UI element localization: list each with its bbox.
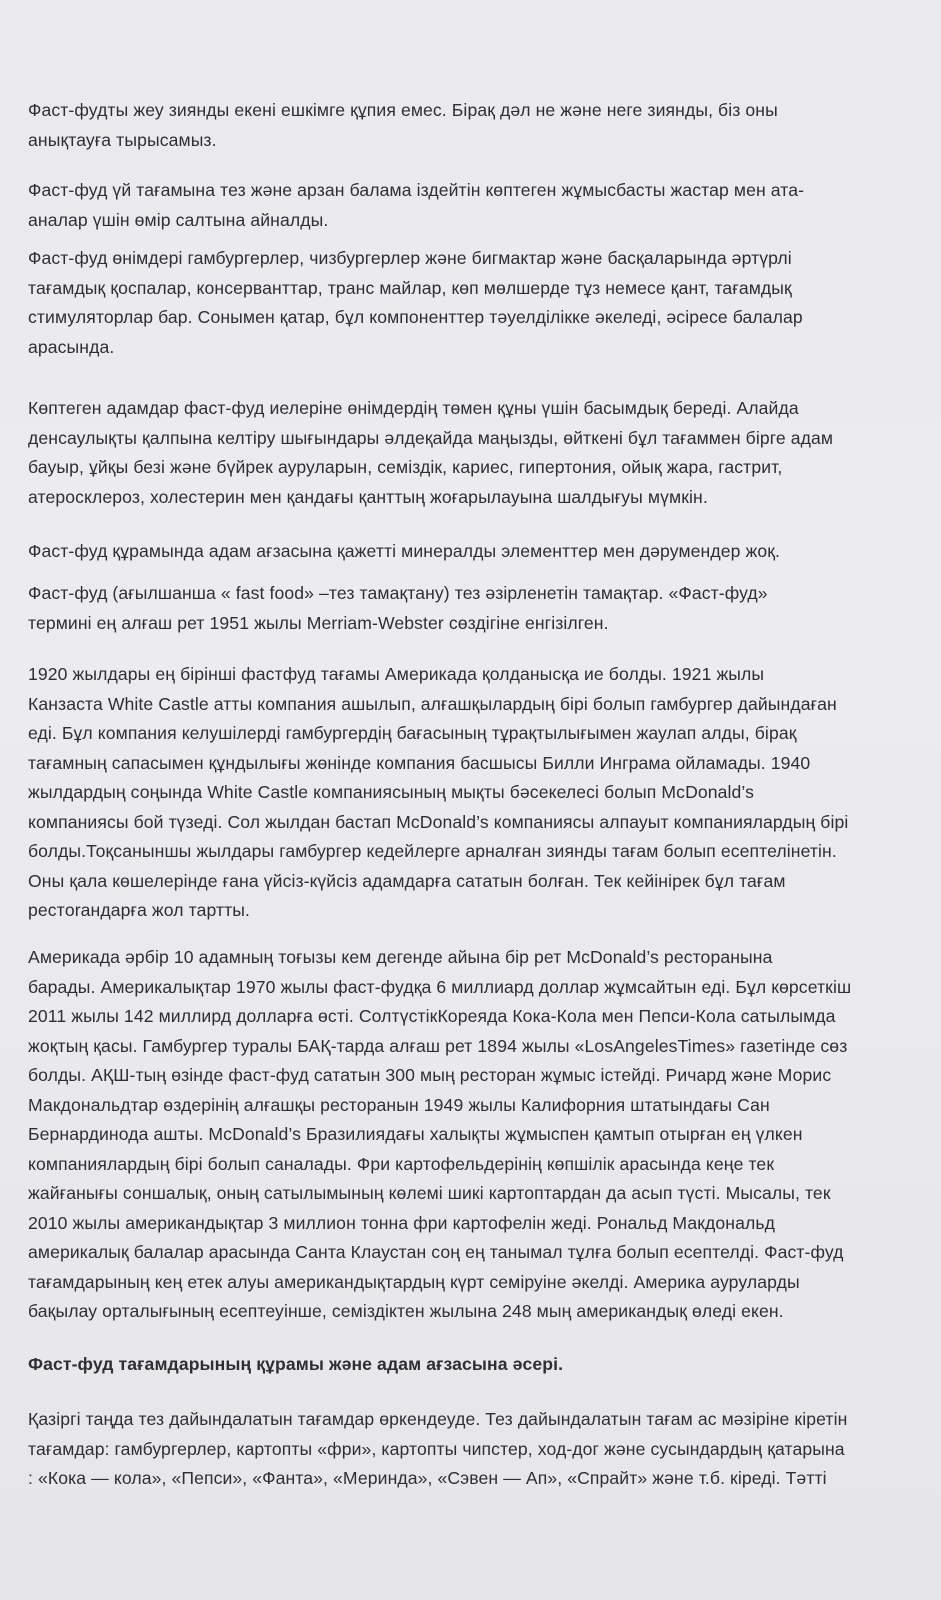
paragraph-minerals: Фаст-фуд құрамында адам ағзасына қажетті минералды элементтер мен дәрумендер жоқ. [28,541,781,561]
paragraph-health-costs: Көптеген адамдар фаст-фуд иелеріне өнімдердің төмен құны үшін басымдық береді. Алайда денсаулықты қалпына келтіру шығындары әлдеқайда маңызды, өйткені бұл тағаммен бірге адам бауыр, ұйқы безі және бүйрек ауруларын, семіздік, кариес, гипертония, ойық жара, гастрит, атеросклероз, холестерин мен қандағы қанттың жоғарылауына шалдығуы мүмкін. [28,398,834,507]
paragraph-definition: Фаст-фуд (ағылшанша « fast food» –тез тамақтану) тез әзірленетін тамақтар. «Фаст-фуд» термині ең алғаш рет 1951 жылы Merriam-Webster сөздігіне енгізілген. [28,583,768,633]
section-heading: Фаст-фуд тағамдарының құрамы және адам ағзасына әсері. [28,1354,564,1374]
paragraph-products: Фаст-фуд өнімдері гамбургерлер, чизбургерлер және бигмактар және басқаларында әртүрлі тағамдық қоспалар, консерванттар, транс майлар, көп мөлшерде тұз немесе қант, тағамдық стимуляторлар бар. Сонымен қатар, бұл компоненттер тәуелділікке әкеледі, әсіресе балалар арасында. [28,248,803,357]
paragraph-america-facts: Америкада әрбір 10 адамның тоғызы кем дегенде айына бір рет McDonald’s ресторанына барады. Америкалықтар 1970 жылы фаст-фудқа 6 миллиард доллар жұмсайтын еді. Бұл көрсеткіш 2011 жылы 142 миллирд долларға өсті. СолтүстікКореяда Кока-Кола мен Пепси-Кола сатылымда жоқтың қасы. Гамбургер туралы БАҚ-тарда алғаш рет 1894 жылы «LosAngelesTimes» газетінде сөз болды. АҚШ-тың өзінде фаст-фуд сататын 300 мың ресторан жұмыс істейді. Ричард және Морис Макдональдтар өздерінің алғашқы ресторанын 1949 жылы Калифорния штатындағы Сан Бернардинода ашты. McDonald’s Бразилиядағы халықты жұмыспен қамтып отырған ең үлкен компаниялардың бірі болып саналады. Фри картофельдерінің көпшілік арасында кеңе тек жайғанығы соншалық, оның сатылымының көлемі шикі картоптардан да асып түсті. Мысалы, тек 2010 жылы американдықтар 3 миллион тонна фри картофелін жеді. Рональд Макдональд америкалық балалар арасында Санта Клаустан соң ең танымал тұлға болып есептелді. Фаст-фуд тағамдарының кең етек алуы американдықтардың күрт семіруіне әкелді. Америка ауруларды бақылау орталығының есептеуінше, семіздіктен жылына 248 мың американдық өледі екен. [28,947,852,1321]
paragraph-lifestyle: Фаст-фуд үй тағамына тез және арзан балама іздейтін көптеген жұмысбасты жастар мен ата- аналар үшін өмір салтына айналды. [28,180,805,230]
paragraph-intro: Фаст-фудты жеу зиянды екені ешкімге құпия емес. Бірақ дәл не және неге зиянды, біз оны анықтауға тырысамыз. [28,100,778,150]
paragraph-history: 1920 жылдары ең бірінші фастфуд тағамы Америкада қолданысқа ие болды. 1921 жылы Канзаста White Castle атты компания ашылып, алғашқылардың бірі болып гамбургер дайындаған еді. Бұл компания келушілерді гамбургердің бағасының тұрақтылығымен жаулап алды, бірақ тағамның сапасымен құндылығы жөнінде компания басшысы Билли Инграма ойламады. 1940 жылдардың соңында White Castle компаниясының мықты бәсекелесі болып McDonald’s компаниясы бой түзеді. Сол жылдан бастап McDonald’s компаниясы алпауыт компаниялардың бірі болды.Тоқсаныншы жылдары гамбургер кедейлерге арналған зиянды тағам болып есептелінетін. Оны қала көшелерінде ғана үйсіз-күйсіз адамдарға сататын болған. Тек кейінірек бұл тағам рестorандарға жол тартты. [28,664,849,920]
paragraph-today: Қазіргі таңда тез дайындалатын тағамдар өркендеуде. Тез дайындалатын тағам ас мәзіріне кіретін тағамдар: гамбургерлер, картопты «фри», картопты чипстер, ход-дог және сусындардың қатарына : «Кока — кола», «Пепси», «Фанта», «Меринда», «Сэвен — Ап», «Спрайт» және т.б. кіреді. Тәтті [28,1409,848,1488]
